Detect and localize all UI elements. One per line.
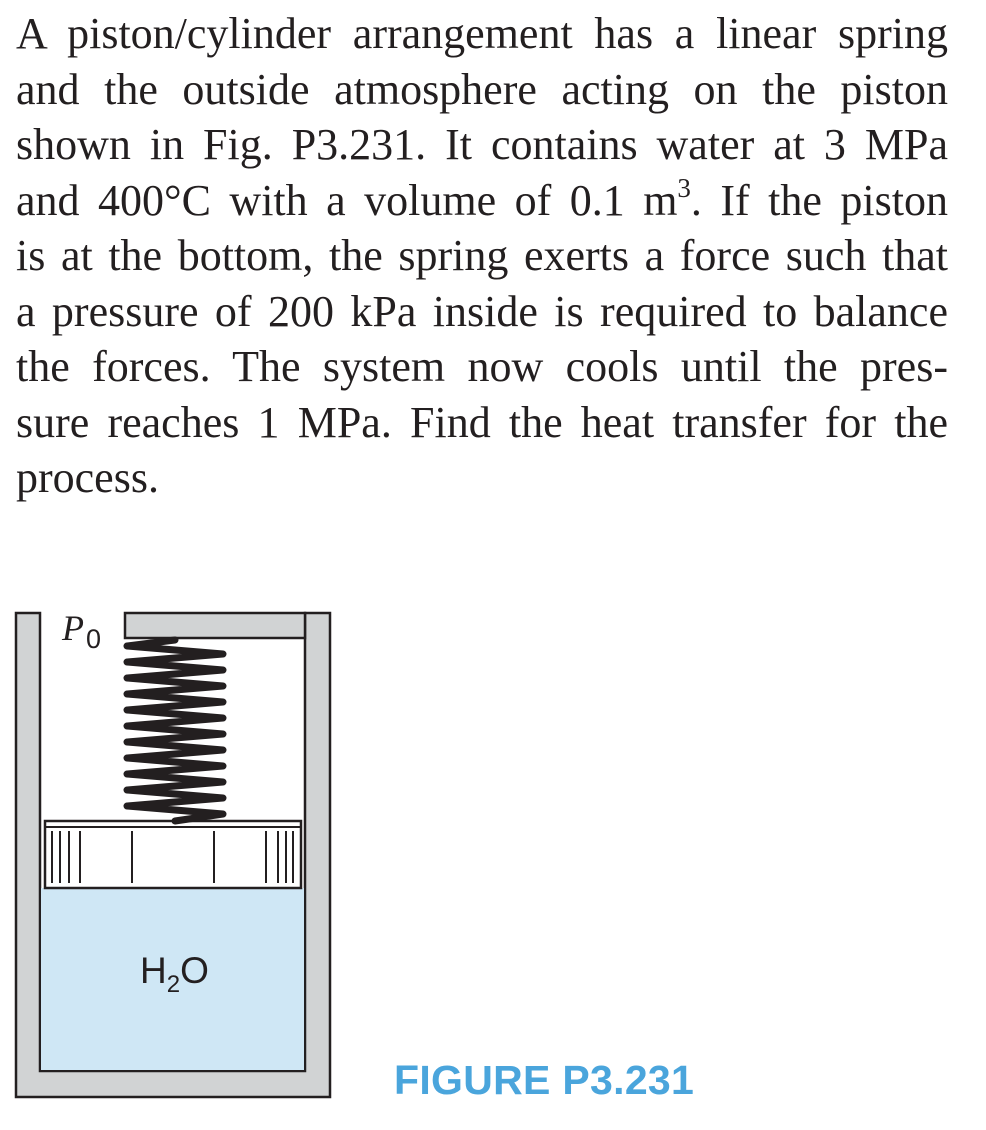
p0-subscript: 0 [86,624,102,654]
problem-statement [16,6,948,506]
problem-line-1: A piston/cylinder arrangement has a linear spring [16,9,948,58]
piston [45,821,301,888]
problem-line-8: sure reaches 1 MPa. Find the heat transfer for the [16,397,948,447]
water-label [140,950,209,998]
piston-cylinder-figure [0,600,986,1120]
volume-exponent: 3 [677,172,691,203]
problem-line-6: a pressure of 200 kPa inside is required to balance [16,286,948,336]
atmospheric-pressure-label [62,607,102,654]
h2o-o: O [180,950,209,991]
top-plate [125,613,305,638]
problem-line-9: process. [16,453,159,502]
problem-line-5: is at the bottom, the spring exerts a force such that [16,231,948,280]
piston-cylinder-diagram [0,600,986,1120]
problem-line-4 [16,173,948,229]
problem-line-2: and the outside atmosphere acting on the piston [16,64,948,114]
problem-line-3: shown in Fig. P3.231. It contains water at 3 MPa [16,120,948,169]
figure-caption: FIGURE P3.231 [394,1057,695,1103]
h2o-subscript: 2 [166,971,181,998]
h2o-h: H [140,950,167,991]
problem-line-4-end: . If the piston [690,175,948,225]
p0-symbol: P [62,608,84,648]
spring [127,640,223,821]
problem-line-4-start: and 400°C with a volume of 0.1 m [16,175,678,225]
problem-line-7: the forces. The system now cools until the pres- [16,342,948,391]
